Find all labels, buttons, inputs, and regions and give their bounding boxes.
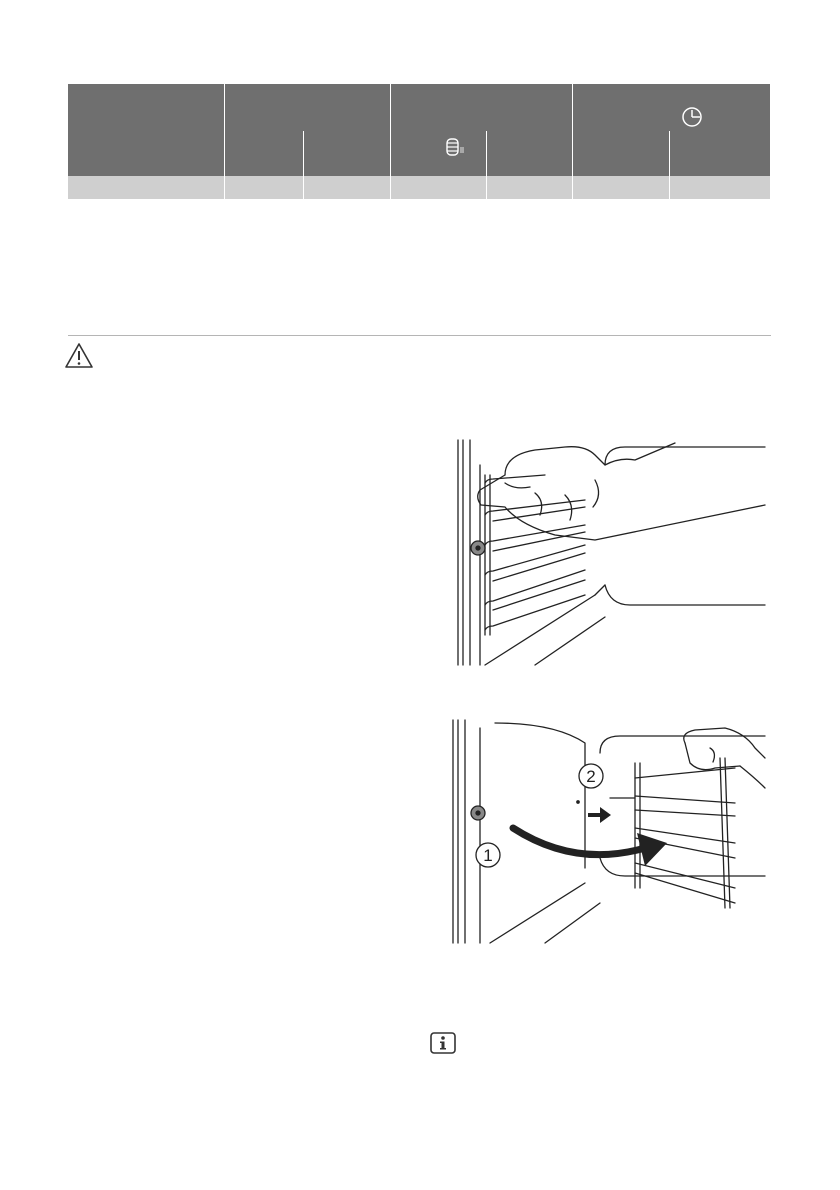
cell-divider (669, 176, 670, 199)
column-divider (224, 84, 225, 176)
cell-divider (390, 176, 391, 199)
clock-icon (680, 105, 704, 129)
callout-1-label: 1 (483, 846, 493, 865)
info-icon (430, 1032, 456, 1054)
shelf-support-install-illustration (445, 718, 770, 948)
subcolumn-divider (303, 131, 304, 176)
subcolumn-divider (486, 131, 487, 176)
cell-divider (303, 176, 304, 199)
table-row (68, 176, 770, 199)
subcolumn-divider (669, 131, 670, 176)
callout-2-label: 2 (586, 767, 596, 786)
steam-tray-icon (444, 136, 466, 158)
shelf-support-removal-illustration (445, 435, 770, 670)
cell-divider (486, 176, 487, 199)
warning-triangle-icon (64, 342, 94, 370)
section-rule (68, 335, 771, 336)
table-header (68, 84, 770, 176)
cell-divider (572, 176, 573, 199)
cell-divider (224, 176, 225, 199)
column-divider (390, 84, 391, 176)
column-divider (572, 84, 573, 176)
